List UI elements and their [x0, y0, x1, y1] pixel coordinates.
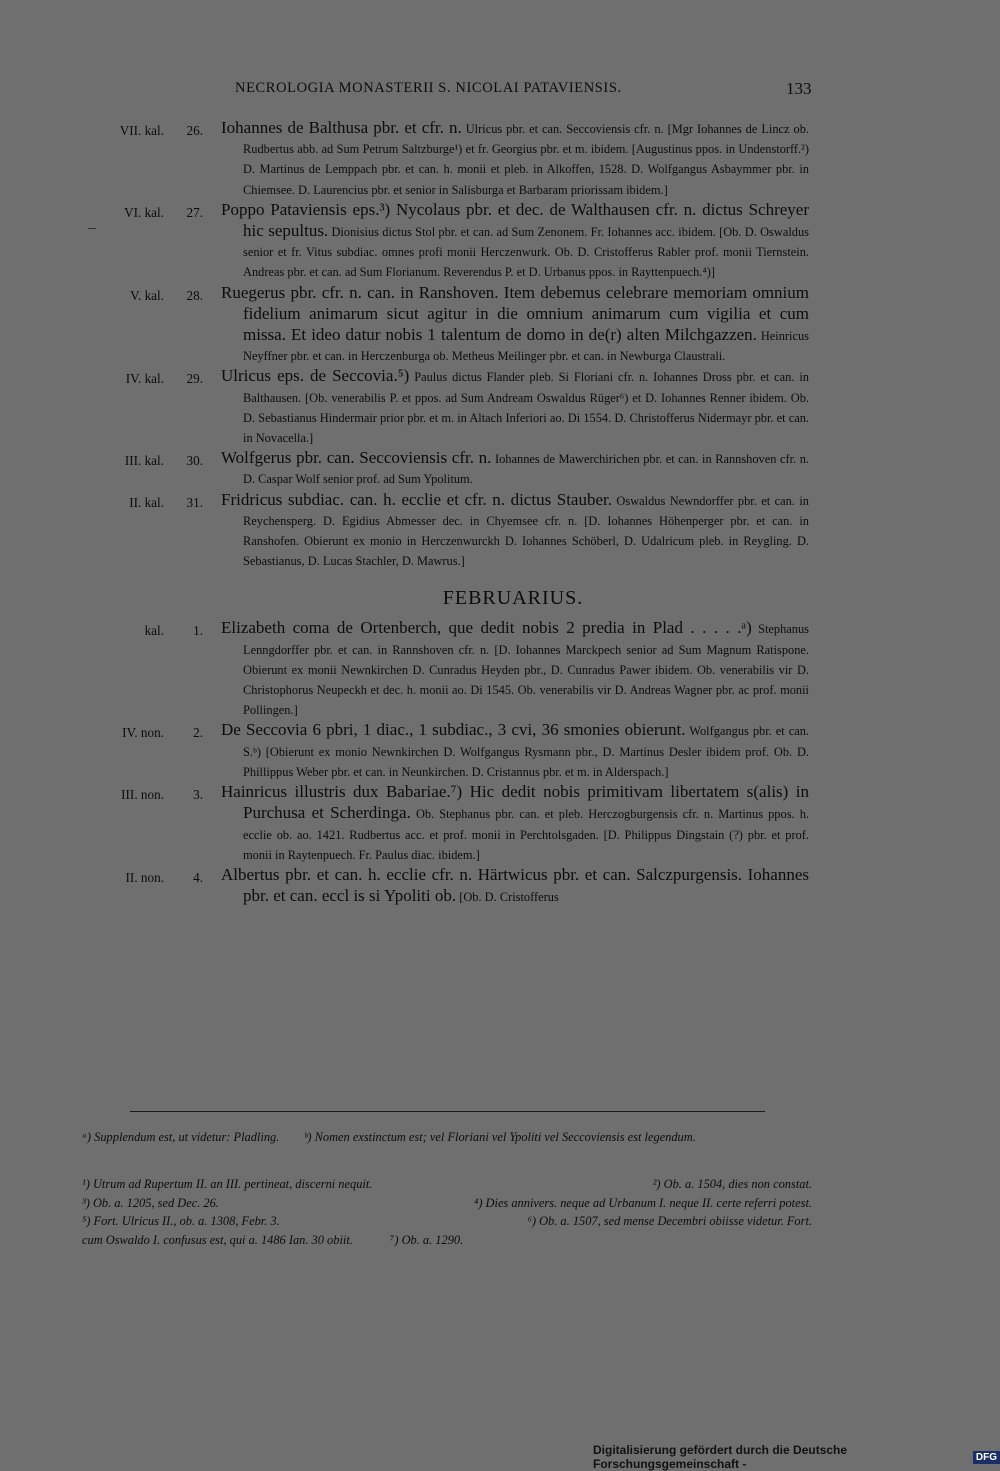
- footnote-2: ²) Ob. a. 1504, dies non constat.: [652, 1177, 812, 1191]
- entry: [88, 720, 828, 782]
- entry-text: [221, 865, 809, 907]
- footnote-row: [82, 1212, 812, 1231]
- footnote-rule: [130, 1111, 765, 1112]
- entry-main: Ulricus eps. de Seccovia.⁵): [221, 366, 410, 386]
- entry: [88, 283, 828, 367]
- entry-day: 30.: [186, 453, 203, 469]
- entry-additions: Oswaldus Newndorffer pbr. et can. in Reychensperg. D. Egidius Abmesser dec. in Chyemsee cfr. n. [D. Iohannes Höhenperger pbr. et can. in Ranshofen. Obierunt ex monio in Herczenwurckh D. Iohannes Schöberl, D. Udalricum pleb. in Reygling. D. Sebastianus, D. Lucas Stachler, D. Mawrus.]: [243, 493, 809, 569]
- entry-day: 3.: [193, 787, 203, 803]
- entry-main: Albertus pbr. et can. h. ecclie cfr. n. Härtwicus pbr. et can. Salczpurgensis. Iohannes pbr. et can. eccl is si Ypoliti ob.: [221, 864, 809, 906]
- entry-date: IV. kal.: [125, 371, 164, 387]
- footnote-7: ⁷) Ob. a. 1290.: [390, 1232, 464, 1247]
- entry-day: 31.: [186, 494, 203, 510]
- entry-date: II. kal.: [129, 494, 164, 510]
- entry-main: Poppo Pataviensis eps.³) Nycolaus pbr. et dec. de Walthausen cfr. n. dictus Schreyer hic sepultus.: [221, 199, 809, 241]
- entry: [88, 118, 828, 200]
- entry-additions: Iohannes de Mawerchirichen pbr. et can. in Rannshoven cfr. n. D. Caspar Wolf senior prof. ad Sum Ypolitum.: [243, 452, 809, 487]
- footnote-b: ᵇ) Nomen exstinctum est; vel Floriani vel Ypoliti vel Seccoviensis est legendum.: [304, 1130, 696, 1144]
- entry-main: Elizabeth coma de Ortenberch, que dedit nobis 2 predia in Plad . . . . .ᵃ): [221, 618, 752, 638]
- entry-additions: [Ob. D. Cristofferus: [459, 890, 559, 905]
- entry-day: 1.: [193, 623, 203, 639]
- footnote-row: [82, 1194, 812, 1213]
- page-header: [0, 80, 1000, 104]
- footnote-6: ⁶) Ob. a. 1507, sed mense Decembri obiisse videtur. Fort.: [527, 1214, 812, 1228]
- entry-additions: Stephanus Lenngdorffer pbr. et can. in Rannshoven cfr. n. [D. Iohannes Marckpech senior ad Sum Magnum Ratispone. Obierunt ex monii Newnkirchen D. Cunradus Heyden pbr., D. Cunradus Pawer ibidem. Ob. venerabilis vir D. Christophorus Neupeckh et dec. h. monii ao. Di 1545. Ob. venerabilis vir D. Andreas Wagner pbr. ac prof. monii Pollingen.]: [243, 622, 809, 718]
- month-heading: FEBRUARIUS.: [442, 587, 584, 610]
- footnote-row: [82, 1231, 812, 1250]
- entry-date: III. non.: [121, 787, 164, 803]
- entry-day: 26.: [186, 123, 203, 138]
- entry-additions: Dionisius dictus Stol pbr. et can. ad Sum Zenonem. Fr. Iohannes acc. ibidem. [Ob. D. Oswaldus senior et fr. Vitus subdiac. omnes profi monii Herczenwurk. Ob. D. Cristofferus Rabler prof. monii Tiernstein. Andreas pbr. et can. ad Sum Florianum. Reverendus P. et D. Urbanus ppos. in Rayttenpuech.⁴)]: [243, 225, 809, 280]
- entry-main: Fridricus subdiac. can. h. ecclie et cfr. n. dictus Stauber.: [221, 489, 612, 509]
- entry-date: V. kal.: [130, 287, 164, 303]
- footnote-3: ³) Ob. a. 1205, sed Dec. 26.: [82, 1195, 219, 1210]
- entry-text: [221, 366, 809, 448]
- entry-text: [221, 490, 809, 572]
- entry-main: De Seccovia 6 pbri, 1 diac., 1 subdiac., 3 cvi, 36 smonies obierunt.: [221, 720, 686, 740]
- footnote-6-continued: cum Oswaldo I. confusus est, qui a. 1486 Ian. 30 obiit.: [82, 1232, 353, 1247]
- letter-footnotes: [82, 1127, 812, 1147]
- entry-day: 27.: [186, 204, 203, 220]
- entry-day: 29.: [186, 371, 203, 387]
- entry-text: [221, 448, 809, 489]
- footnote-4: ⁴) Dies annivers. neque ad Urbanum I. neque II. certe referri potest.: [474, 1195, 812, 1210]
- entry: [88, 618, 828, 720]
- entry-additions: Paulus dictus Flander pleb. Si Floriani cfr. n. Iohannes Dross pbr. et can. in Balthausen. [Ob. venerabilis P. et ppos. ad Sum Andream Oswaldus Rüger⁶) et D. Iohannes Renner ibidem. Ob. D. Sebastianus Hindermair prior pbr. et m. in Altach Inferiori ao. Di 1554. D. Christofferus Nidermayr pbr. et can. in Novacella.]: [243, 370, 809, 446]
- entry-date: kal.: [144, 623, 164, 639]
- footnote-1: ¹) Utrum ad Rupertum II. an III. pertineat, discerni nequit.: [82, 1177, 373, 1191]
- entry-main: Hainricus illustris dux Babariae.⁷) Hic dedit nobis primitivam libertatem s(alis) in Purchusa et Scherdinga.: [221, 782, 809, 823]
- number-footnotes: [82, 1175, 812, 1249]
- funding-text: Digitalisierung gefördert durch die Deutsche Forschungsgemeinschaft -: [593, 1443, 848, 1471]
- entry-date: IV. non.: [122, 725, 164, 741]
- footnote-5: ⁵) Fort. Ulricus II., ob. a. 1308, Febr. 3.: [82, 1214, 280, 1228]
- entry-additions: Heinricus Neyffner pbr. et can. in Herczenburga ob. Metheus Meilinger pbr. et can. in Newburga Claustrali.: [243, 329, 809, 364]
- footnote-a: ᵃ) Supplendum est, ut videtur: Pladling.: [82, 1130, 280, 1144]
- entry-date: II. non.: [125, 869, 164, 885]
- necrology-entries: [88, 118, 828, 907]
- page-number: 133: [786, 79, 812, 98]
- entry-day: 2.: [193, 725, 203, 741]
- entry-main: Iohannes de Balthusa pbr. et cfr. n.: [221, 118, 462, 137]
- entry-additions: Wolfgangus pbr. et can. S.ᵇ) [Obierunt ex monio Newnkirchen D. Wolfgangus Rysmann pbr., D. Martinus Desler ibidem prof. Ob. D. Phillippus Weber pbr. et can. in Neunkirchen. D. Cristannus pbr. et m. in Alderspach.]: [243, 724, 810, 779]
- entry-text: [221, 720, 809, 782]
- entry-text: [221, 618, 809, 720]
- entry-day: 4.: [193, 869, 203, 885]
- entry-text: [221, 283, 809, 367]
- funding-footer: [593, 1443, 1000, 1471]
- entry: [88, 448, 828, 489]
- entry-main: Ruegerus pbr. cfr. n. can. in Ranshoven. Item debemus celebrare memoriam omnium fidelium animarum sicut agitur in die omnium animarum cum vigilia et cum missa. Et ideo datur nobis 1 talentum de domo in de(r) alten Milchgazzen.: [221, 282, 809, 345]
- entry-day: 28.: [186, 287, 203, 303]
- entry: [88, 366, 828, 448]
- entry: [88, 865, 828, 907]
- entry: [88, 782, 828, 865]
- entry-additions: Ob. Stephanus pbr. can. et pleb. Herczogburgensis cfr. n. Martinus ppos. h. ecclie ob. ao. 1421. Rudbertus acc. et prof. monii in Perchtolsgaden. [D. Philippus Dingstain (?) pbr. et prof. monii in Raytenpuech. Fr. Paulus diac. ibidem.]: [243, 807, 810, 862]
- entry-text: [221, 782, 809, 865]
- entry-text: [221, 118, 809, 200]
- dfg-logo: DFG: [973, 1451, 1000, 1464]
- entry-text: [221, 200, 809, 283]
- entry-date: VII. kal.: [119, 123, 164, 138]
- entry-main: Wolfgerus pbr. can. Seccoviensis cfr. n.: [221, 448, 492, 468]
- entry: [88, 490, 828, 572]
- footnote-row: [82, 1175, 812, 1194]
- running-title: NECROLOGIA MONASTERII S. NICOLAI PATAVIENSIS.: [235, 80, 622, 96]
- entry: [88, 200, 828, 283]
- entry-date: VI. kal.: [124, 204, 164, 220]
- entry-additions: Ulricus pbr. et can. Seccoviensis cfr. n. [Mgr Iohannes de Lincz ob. Rudbertus abb. ad Sum Petrum Saltzburge¹) et fr. Georgius pbr. et m. ibidem. [Augustinus ppos. in Undenstorff.²) D. Martinus de Lemppach pbr. et can. h. monii et pleb. in Alkoffen, 1528. D. Wolfgangus Asbaymmer pbr. in Chiemsee. D. Laurencius pbr. et senior in Salisburga et Barbaram priorissam ibidem.]: [243, 122, 809, 197]
- entry-date: III. kal.: [124, 453, 164, 469]
